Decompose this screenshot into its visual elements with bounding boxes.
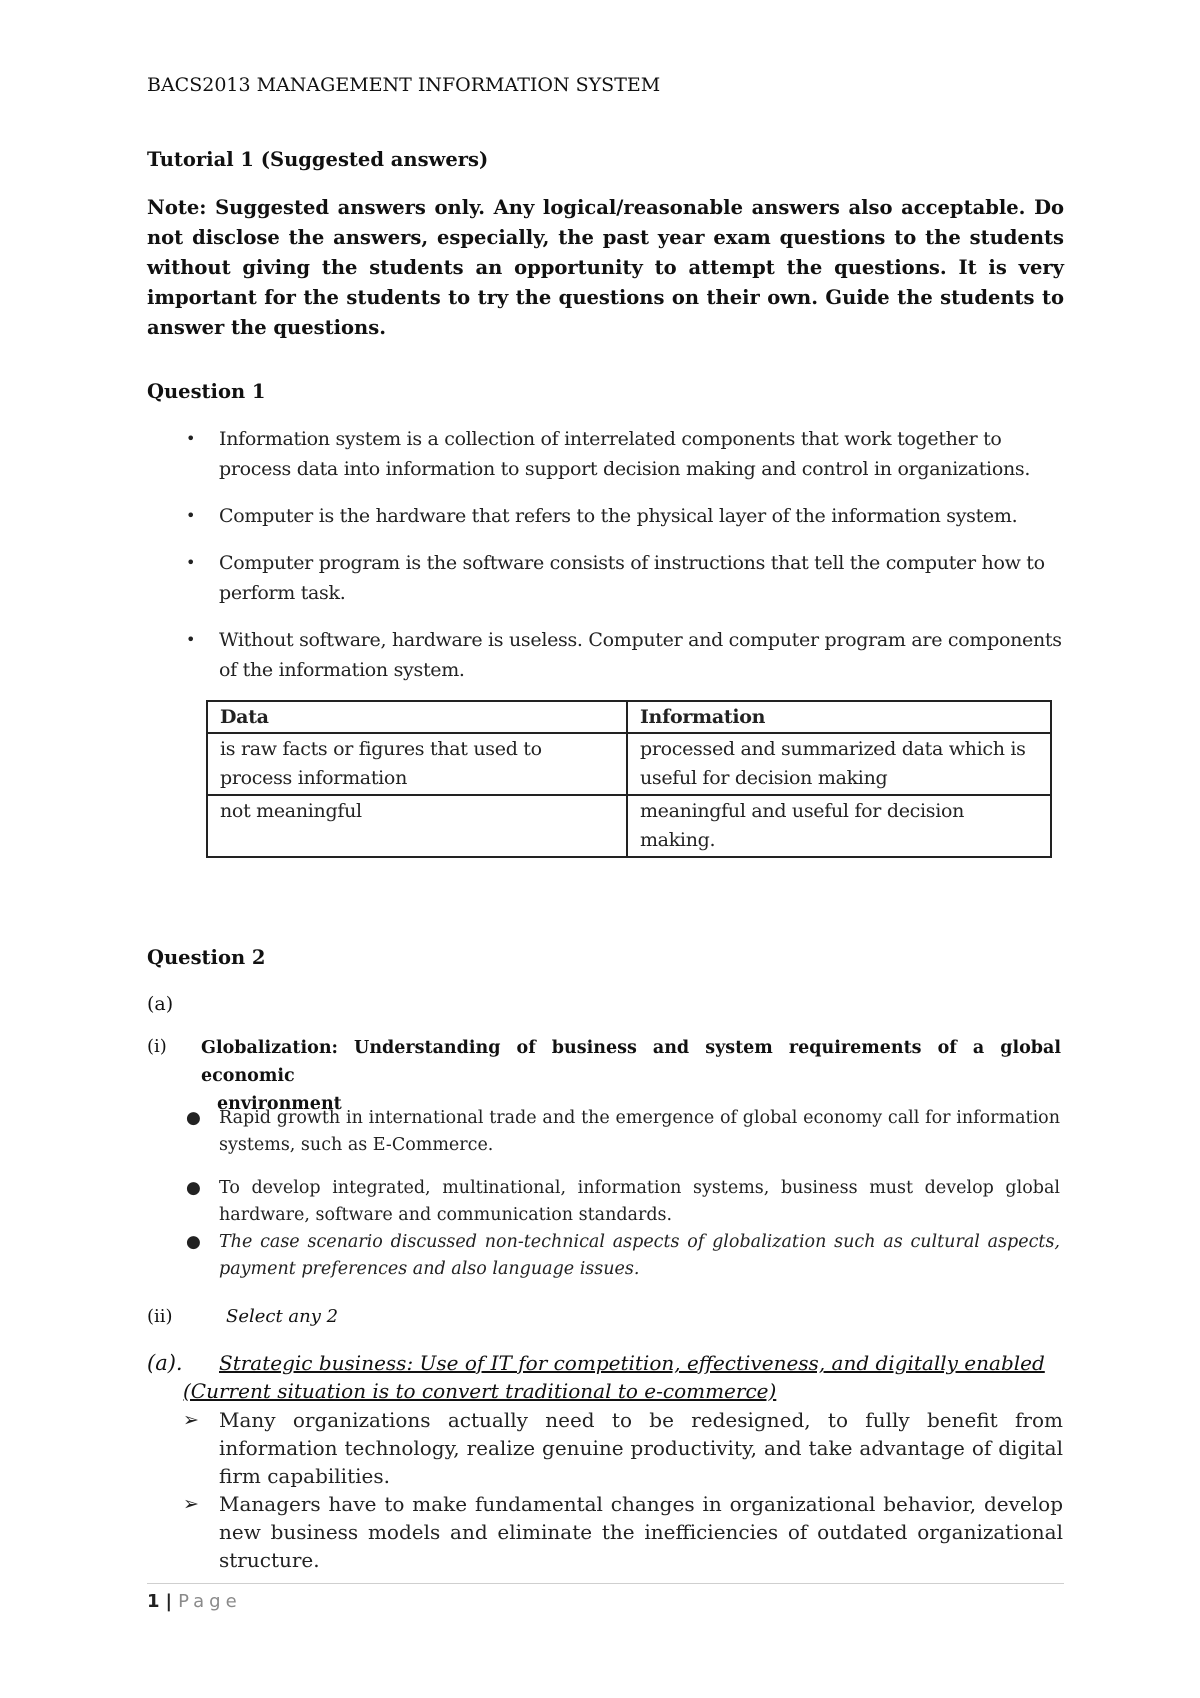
list-item	[186, 1105, 1060, 1159]
list-item	[183, 1490, 1063, 1574]
sub-ii-text: Select any 2	[226, 1306, 339, 1327]
footer-divider	[147, 1583, 1064, 1584]
page-word: Page	[178, 1591, 242, 1612]
list-item	[186, 501, 1066, 531]
list-item	[186, 1175, 1060, 1229]
item-a-title-line2: (Current situation is to convert traditional to e-commerce)	[183, 1379, 777, 1403]
bullet-icon: ●	[186, 1108, 201, 1128]
page-footer	[147, 1591, 242, 1612]
footer-separator: |	[165, 1591, 173, 1612]
table-header-data: Data	[207, 701, 627, 733]
point-text: Many organizations actually need to be redesigned, to fully benefit from information technology, realize genuine productivity, and take advantage of digital firm capabilities.	[219, 1408, 1063, 1488]
bullet-text: Information system is a collection of interrelated components that work together to process data into information to support decision making and control in organizations.	[219, 428, 1031, 480]
item-a-title	[183, 1349, 1063, 1405]
table-header-information: Information	[627, 701, 1051, 733]
sub-i-title-line2: environment	[217, 1094, 342, 1114]
page-number: 1	[147, 1591, 160, 1612]
list-item	[186, 548, 1066, 608]
list-item	[183, 1406, 1063, 1490]
table-cell: meaningful and useful for decision making.	[627, 795, 1051, 857]
list-item	[186, 424, 1066, 484]
bullet-icon: ●	[186, 1178, 201, 1198]
table-row	[207, 795, 1051, 857]
table-header-row	[207, 701, 1051, 733]
question-2-heading: Question 2	[147, 946, 266, 969]
table-cell: not meaningful	[207, 795, 627, 857]
bullet-icon: •	[186, 553, 196, 572]
bullet-text: Rapid growth in international trade and the emergence of global economy call for information systems, such as E-Commerce.	[219, 1108, 1060, 1155]
bullet-text: The case scenario discussed non-technical aspects of globalization such as cultural aspects, payment preferences and also language issues.	[219, 1232, 1060, 1279]
data-vs-information-table	[206, 700, 1052, 858]
list-item	[186, 625, 1066, 685]
bullet-text: Without software, hardware is useless. Computer and computer program are components of the information system.	[219, 629, 1062, 681]
arrow-bullet-icon: ➢	[183, 1493, 199, 1515]
bullet-icon: •	[186, 429, 196, 448]
sub-i-title-line1: Globalization: Understanding of business and system requirements of a global economic	[201, 1038, 1061, 1086]
question-1-heading: Question 1	[147, 380, 266, 403]
bullet-icon: •	[186, 630, 196, 649]
bullet-icon: ●	[186, 1232, 201, 1252]
sub-ii-label: (ii)	[147, 1306, 173, 1327]
bullet-text: Computer program is the software consists of instructions that tell the computer how to perform task.	[219, 552, 1045, 604]
item-a-point-list	[183, 1406, 1063, 1574]
arrow-bullet-icon: ➢	[183, 1409, 199, 1431]
table-row	[207, 733, 1051, 795]
tutorial-title: Tutorial 1 (Suggested answers)	[147, 148, 489, 171]
item-a-title-line1: Strategic business: Use of IT for competition, effectiveness, and digitally enabled	[219, 1351, 1045, 1375]
question-1-bullet-list	[186, 424, 1066, 702]
point-text: Managers have to make fundamental changes in organizational behavior, develop new business models and eliminate the inefficiencies of outdated organizational structure.	[219, 1492, 1063, 1572]
globalization-bullet-list	[186, 1105, 1060, 1283]
item-a-label: (a).	[147, 1351, 183, 1375]
part-a-label: (a)	[147, 993, 174, 1015]
instructor-note: Note: Suggested answers only. Any logical/reasonable answers also acceptable. Do not disclose the answers, especially, the past year exam questions to the students without giving the students an opportunity to attempt the questions. It is very important for the students to try the questions on their own. Guide the students to answer the questions.	[147, 196, 1064, 339]
bullet-text: Computer is the hardware that refers to the physical layer of the information system.	[219, 505, 1018, 527]
table-cell: processed and summarized data which is useful for decision making	[627, 733, 1051, 795]
table-cell: is raw facts or figures that used to process information	[207, 733, 627, 795]
list-item	[186, 1229, 1060, 1283]
bullet-text: To develop integrated, multinational, information systems, business must develop global hardware, software and communication standards.	[219, 1178, 1060, 1225]
course-header: BACS2013 MANAGEMENT INFORMATION SYSTEM	[147, 74, 661, 96]
sub-i-label: (i)	[147, 1036, 167, 1057]
bullet-icon: •	[186, 506, 196, 525]
